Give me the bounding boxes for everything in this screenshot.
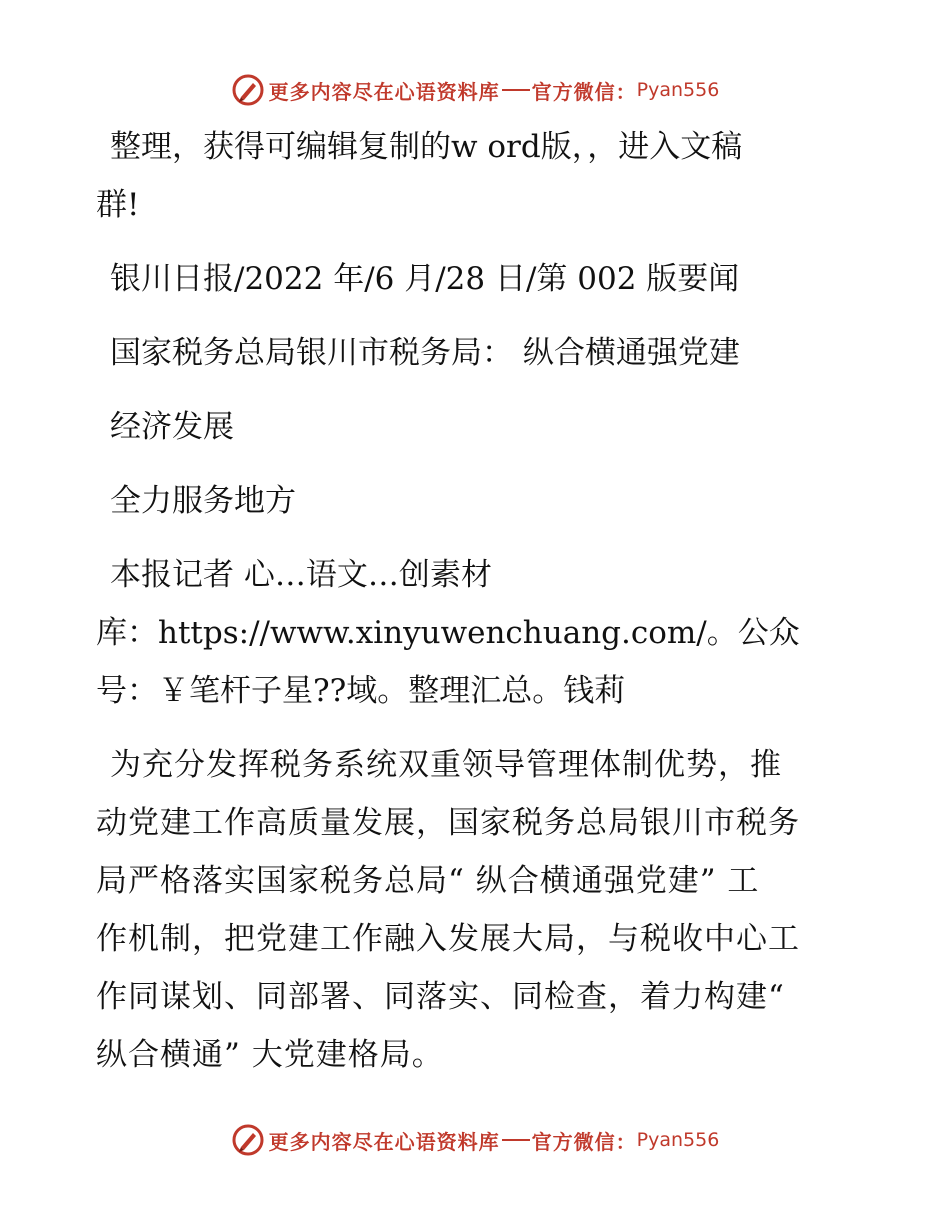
byline-line2: 库：https://www.xinyuwenchuang.com/。公众 xyxy=(96,615,800,651)
paragraph-intro-line1: 整理，获得可编辑复制的w ord版，，进入文稿 xyxy=(110,129,743,165)
document-body xyxy=(96,118,856,1084)
banner-right-label: 官方微信： xyxy=(531,79,637,104)
footer-banner xyxy=(0,1120,950,1160)
banner-left-text: 更多内容尽在心语资料库 xyxy=(268,79,500,104)
body-line5: 作同谋划、同部署、同落实、同检查，着力构建“ xyxy=(96,979,785,1015)
header-banner xyxy=(0,70,950,110)
body-line4: 作机制，把党建工作融入发展大局，与税收中心工 xyxy=(96,921,800,957)
body-line6: 纵合横通” 大党建格局。 xyxy=(96,1037,444,1073)
banner-right-value: Pyan556 xyxy=(636,79,720,101)
paragraph-source: 银川日报/2022 年/6 月/28 日/第 002 版要闻 xyxy=(110,261,740,297)
banner-right-label: 官方微信： xyxy=(531,1129,637,1154)
headline-line2: 经济发展 xyxy=(110,409,234,445)
paragraph-intro-line2: 群! xyxy=(96,187,140,223)
pen-logo-icon xyxy=(231,73,265,107)
banner-dash xyxy=(502,1139,530,1141)
body-line3: 局严格落实国家税务总局“ 纵合横通强党建” 工 xyxy=(96,863,760,899)
byline-line1: 本报记者 心…语文…创素材 xyxy=(110,557,492,593)
pen-logo-icon xyxy=(231,1123,265,1157)
byline-line3: 号：￥笔杆子星??域。整理汇总。钱莉 xyxy=(96,673,626,709)
body-line2: 动党建工作高质量发展，国家税务总局银川市税务 xyxy=(96,805,800,841)
banner-dash xyxy=(502,89,530,91)
headline-line3: 全力服务地方 xyxy=(110,483,296,519)
banner-right-value: Pyan556 xyxy=(636,1129,720,1151)
body-line1: 为充分发挥税务系统双重领导管理体制优势，推 xyxy=(110,747,782,783)
banner-left-text: 更多内容尽在心语资料库 xyxy=(268,1129,500,1154)
headline-line1: 国家税务总局银川市税务局： 纵合横通强党建 xyxy=(110,335,740,371)
